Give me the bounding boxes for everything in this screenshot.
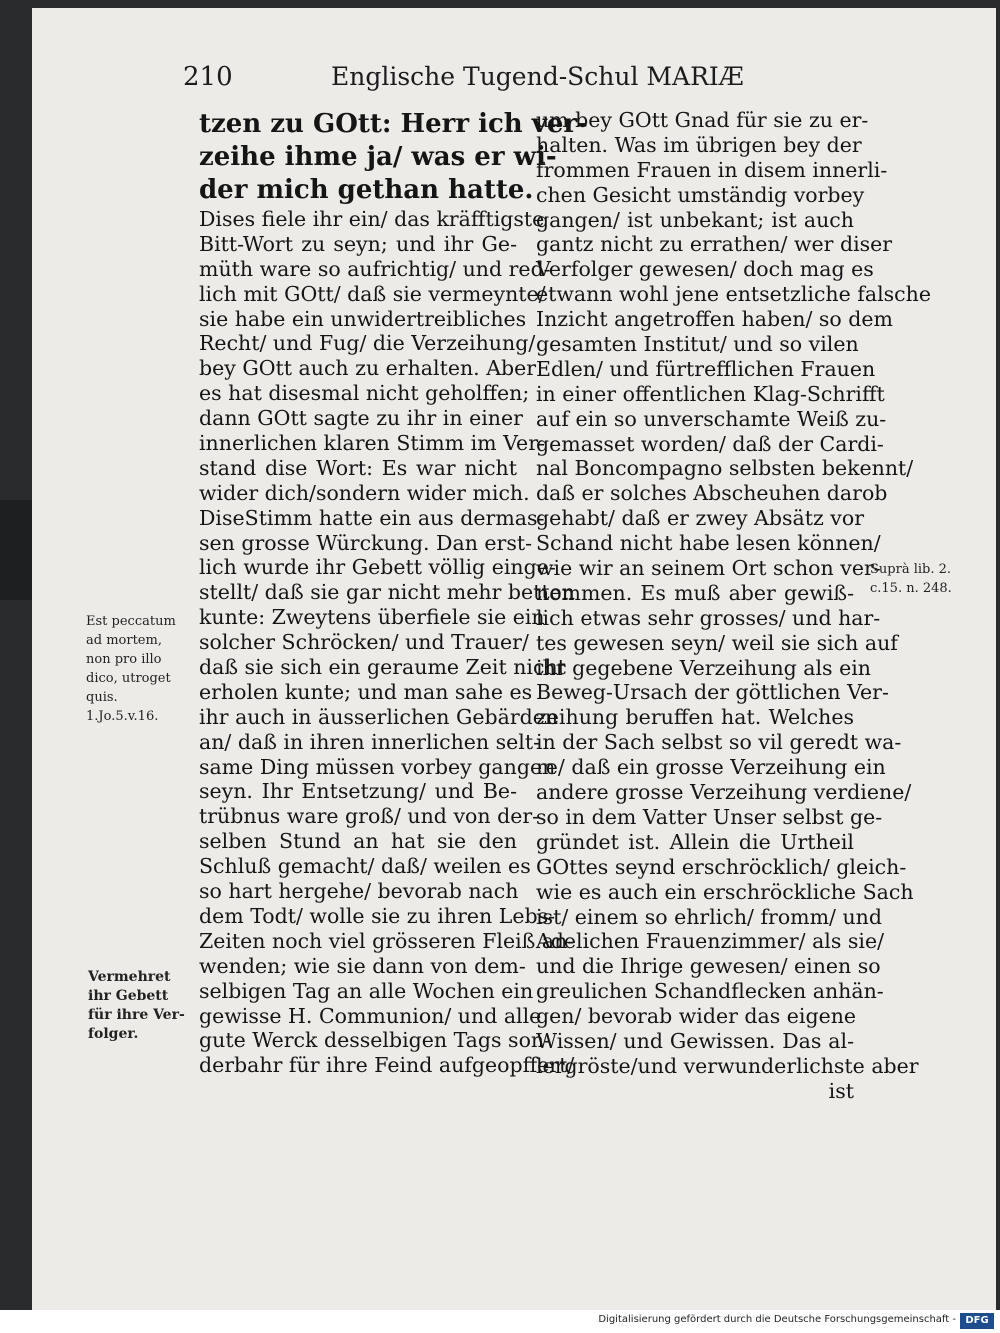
text-line: gangen/ ist unbekant; ist auch xyxy=(536,207,854,232)
text-line: der mich gethan hatte. xyxy=(199,175,534,205)
text-line: gute Werck desselbigen Tags son- xyxy=(199,1028,552,1053)
text-line: dem Todt/ wolle sie zu ihren Lebs- xyxy=(199,903,556,928)
text-line: selben Stund an hat sie den xyxy=(199,829,517,854)
text-line: zeihung beruffen hat. Welches xyxy=(536,705,854,730)
text-line: sie habe ein unwidertreibliches xyxy=(199,306,527,331)
text-line: wenden; wie sie dann von dem- xyxy=(199,953,526,978)
text-line: DiseStimm hatte ein aus dermas- xyxy=(199,505,545,530)
margin-note-reference xyxy=(870,560,980,598)
text-line: es hat disesmal nicht geholffen; xyxy=(199,381,530,406)
margin-note-line: quis. xyxy=(86,690,118,705)
margin-note-line: non pro illo xyxy=(86,652,162,667)
text-line: Verfolger gewesen/ doch mag es xyxy=(536,257,874,282)
text-line: nommen. Es muß aber gewiß- xyxy=(536,580,854,605)
text-line: derbahr für ihre Feind aufgeopffert/ xyxy=(199,1053,575,1078)
text-line: Recht/ und Fug/ die Verzeihung/ xyxy=(199,331,536,356)
margin-note-line: Est peccatum xyxy=(86,614,176,629)
text-line: same Ding müssen vorbey gangen xyxy=(199,754,556,779)
text-line: bey GOtt auch zu erhalten. Aber xyxy=(199,356,537,381)
text-line: Schand nicht habe lesen können/ xyxy=(536,531,881,556)
text-line: solcher Schröcken/ und Trauer/ xyxy=(199,630,529,655)
text-line: dann GOtt sagte zu ihr in einer xyxy=(199,406,523,431)
text-line: halten. Was im übrigen bey der xyxy=(536,132,862,157)
margin-note-line: für ihre Ver- xyxy=(88,1007,185,1023)
text-line: gründet ist. Allein die Urtheil xyxy=(536,829,854,854)
text-line: Dises fiele ihr ein/ das kräfftigste xyxy=(199,207,545,231)
text-line: wider dich/sondern wider mich. xyxy=(199,480,530,505)
text-line: Beweg-Ursach der göttlichen Ver- xyxy=(536,680,889,705)
text-line: kunte: Zweytens überfiele sie ein xyxy=(199,605,545,630)
text-line: stand dise Wort: Es war nicht xyxy=(199,455,517,480)
text-line: gewisse H. Communion/ und alle xyxy=(199,1003,542,1028)
text-line: selbigen Tag an alle Wochen ein xyxy=(199,978,534,1003)
text-line: chen Gesicht umständig vorbey xyxy=(536,182,865,207)
text-line: gen/ bevorab wider das eigene xyxy=(536,1004,857,1029)
text-line: lich etwas sehr grosses/ und har- xyxy=(536,605,881,630)
text-line: GOttes seynd erschröcklich/ gleich- xyxy=(536,854,907,879)
text-line: ihr auch in äusserlichen Gebärden xyxy=(199,704,559,729)
margin-note-line: folger. xyxy=(88,1026,139,1042)
text-line: Wissen/ und Gewissen. Das al- xyxy=(536,1028,854,1053)
text-line: tzen zu GOtt: Herr ich ver- xyxy=(199,109,588,139)
text-line: greulichen Schandflecken anhän- xyxy=(536,979,884,1004)
margin-note-line: c.15. n. 248. xyxy=(870,581,952,596)
margin-note-line: ihr Gebett xyxy=(88,988,169,1004)
page-number: 210 xyxy=(183,62,233,92)
text-line: zeihe ihme ja/ was er wi- xyxy=(199,142,557,172)
margin-note-line: dico, utroget xyxy=(86,671,171,686)
margin-note-latin xyxy=(86,612,198,726)
text-line: in einer offentlichen Klag-Schrifft xyxy=(536,381,885,406)
text-line: an/ daß in ihren innerlichen selt- xyxy=(199,729,541,754)
text-line: trübnus ware groß/ und von der- xyxy=(199,804,540,829)
text-line: Edlen/ und fürtrefflichen Frauen xyxy=(536,356,876,381)
margin-note-line: Vermehret xyxy=(88,969,171,985)
text-line: stellt/ daß sie gar nicht mehr betten xyxy=(199,580,575,605)
text-line: gantz nicht zu errathen/ wer diser xyxy=(536,232,893,257)
text-line: frommen Frauen in disem innerli- xyxy=(536,157,888,182)
text-line: ist/ einem so ehrlich/ fromm/ und xyxy=(536,904,883,929)
text-line: ihr gegebene Verzeihung als ein xyxy=(536,655,871,680)
text-line: müth ware so aufrichtig/ und red- xyxy=(199,256,551,281)
text-line: lich mit GOtt/ daß sie vermeynte/ xyxy=(199,281,546,306)
text-line: seyn. Ihr Entsetzung/ und Be- xyxy=(199,779,517,804)
text-line: lich wurde ihr Gebett völlig einge- xyxy=(199,555,556,580)
text-line: tes gewesen seyn/ weil sie sich auf xyxy=(536,630,898,655)
text-line: in der Sach selbst so vil geredt wa- xyxy=(536,730,902,755)
text-line: daß er solches Abscheuhen darob xyxy=(536,481,888,506)
text-line: etwann wohl jene entsetzliche falsche xyxy=(536,282,931,307)
text-line: nal Boncompagno selbsten bekennt/ xyxy=(536,456,914,481)
text-line: wie wir an seinem Ort schon ver- xyxy=(536,556,881,581)
footer-credit-text: Digitalisierung gefördert durch die Deutsche Forschungsgemeinschaft - xyxy=(598,1314,956,1325)
text-line: gehabt/ daß er zwey Absätz vor xyxy=(536,506,864,531)
margin-note-german xyxy=(88,968,188,1044)
margin-note-line: 1.Jo.5.v.16. xyxy=(86,709,159,724)
facing-page-edge xyxy=(0,500,32,600)
dfg-logo: DFG xyxy=(960,1313,994,1329)
margin-note-line: ad mortem, xyxy=(86,633,162,648)
text-line: gemasset worden/ daß der Cardi- xyxy=(536,431,884,456)
text-line: Zeiten noch viel grösseren Fleiß an- xyxy=(199,928,575,953)
text-line: innerlichen klaren Stimm im Ver- xyxy=(199,431,545,456)
text-line: Inzicht angetroffen haben/ so dem xyxy=(536,307,893,332)
text-line: erholen kunte; und man sahe es xyxy=(199,679,533,704)
text-line: lergröste/und verwunderlichste aber xyxy=(536,1053,919,1078)
text-line: Adelichen Frauenzimmer/ als sie/ xyxy=(536,929,885,954)
text-line: ist xyxy=(828,1078,854,1103)
text-line: Bitt-Wort zu seyn; und ihr Ge- xyxy=(199,231,517,256)
text-line: und die Ihrige gewesen/ einen so xyxy=(536,954,881,979)
margin-note-line: Suprà lib. 2. xyxy=(870,562,952,577)
text-line: um bey GOtt Gnad für sie zu er- xyxy=(536,108,869,132)
text-line: andere grosse Verzeihung verdiene/ xyxy=(536,780,912,805)
text-line: daß sie sich ein geraume Zeit nicht xyxy=(199,655,566,680)
text-line: Schluß gemacht/ daß/ weilen es xyxy=(199,854,531,879)
text-line: so in dem Vatter Unser selbst ge- xyxy=(536,804,883,829)
digitization-footer xyxy=(0,1310,1000,1333)
text-line: sen grosse Würckung. Dan erst- xyxy=(199,530,533,555)
text-line: so hart hergehe/ bevorab nach xyxy=(199,879,519,904)
text-line: gesamten Institut/ und so vilen xyxy=(536,332,859,357)
running-title: Englische Tugend-Schul MARIÆ xyxy=(331,62,744,91)
text-line: auf ein so unverschamte Weiß zu- xyxy=(536,406,887,431)
text-line: wie es auch ein erschröckliche Sach xyxy=(536,879,914,904)
left-text-column xyxy=(199,108,588,1078)
text-line: re/ daß ein grosse Verzeihung ein xyxy=(536,755,886,780)
